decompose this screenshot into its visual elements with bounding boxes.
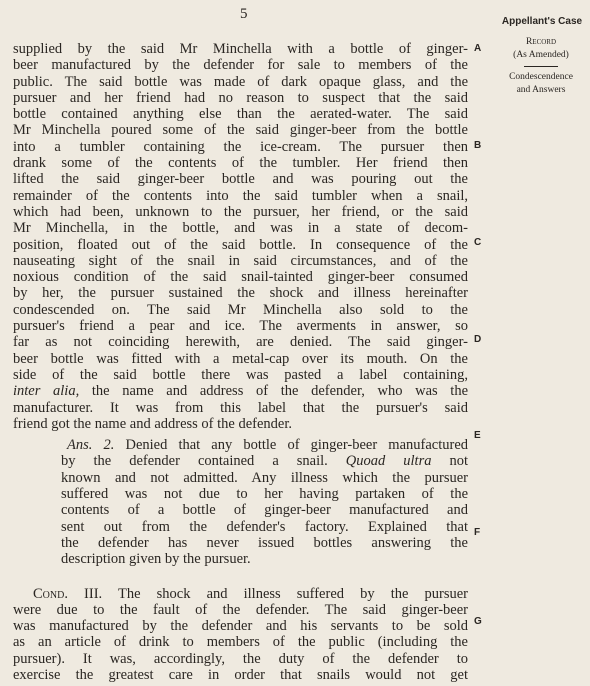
text-line: pursuer's friend a pear and ice. The averments in answer, so	[13, 318, 468, 335]
text-line: friend got the name and address of the defender.	[13, 415, 293, 432]
text-line: Mr Minchella poured some of the said ginger-beer from the bottle	[13, 122, 468, 139]
sidebar	[496, 16, 586, 97]
paragraph-cond-2	[13, 41, 468, 432]
text-line: remainder of the contents into the said tumbler when a snail,	[13, 187, 468, 204]
text-line-part: The shock and illness suffered by the pursuer	[102, 585, 468, 602]
margin-letter-f: F	[474, 527, 481, 538]
text-line: into a tumbler containing the ice-cream. The pursuer then	[13, 138, 468, 155]
text-line	[47, 453, 468, 469]
text-line	[47, 437, 468, 453]
document-body	[13, 41, 468, 683]
text-line: drank some of the contents of the tumbler. Her friend then	[13, 155, 468, 172]
text-line: beer manufactured by the defender for sale to members of the	[13, 57, 468, 74]
answer-2	[47, 437, 468, 567]
text-line: the defender has never issued bottles answering the	[61, 534, 468, 551]
sidebar-divider	[524, 66, 558, 67]
text-line: as an article of drink to members of the public (including the	[13, 634, 468, 651]
text-line: nauseating sight of the snail in said circumstances, and of the	[13, 252, 468, 269]
page-number: 5	[240, 6, 248, 22]
text-line: public. The said bottle was made of dark opaque glass, and the	[13, 73, 468, 90]
text-line: sent out from the defender's factory. Explained that	[61, 518, 468, 535]
margin-letter-e: E	[474, 430, 481, 441]
text-line: beer bottle was fitted with a metal-cap over its mouth. On the	[13, 350, 468, 367]
answer-label: Ans. 2.	[67, 437, 115, 454]
text-line: bottle contained anything else than the aerated-water. The said	[13, 106, 468, 123]
text-line-part: Denied that any bottle of ginger-beer manufactured	[114, 437, 469, 454]
text-line: were due to the fault of the defender. The said ginger-beer	[13, 601, 468, 618]
sidebar-title: Appellant's Case	[501, 16, 583, 27]
margin-letter-d: D	[474, 334, 482, 345]
text-line: pursuer and her friend had no reason to suspect that the said	[13, 89, 468, 106]
margin-letter-c: C	[474, 237, 482, 248]
inter-alia-text: inter alia,	[13, 383, 80, 400]
text-line: which had been, unknown to the pursuer, her friend, or the said	[13, 203, 468, 220]
text-line: by her, the pursuer sustained the shock and illness hereinafter	[13, 285, 468, 302]
text-line: condescended on. The said Mr Minchella also sold to the	[13, 301, 468, 318]
sidebar-record	[496, 36, 586, 62]
cond-line-1: Condescendence	[509, 72, 573, 82]
record-sub: (As Amended)	[513, 50, 569, 60]
margin-letter-a: A	[474, 43, 482, 54]
cond-label: Cond. III.	[33, 585, 103, 602]
text-line-part: the name and address of the defender, who was the	[91, 383, 469, 400]
text-line: manufacturer. It was from this label that the pursuer's said	[13, 399, 468, 416]
text-line: Mr Minchella, in the bottle, and was in a state of decom-	[13, 220, 468, 237]
text-line: pursuer). It was, accordingly, the duty of the defender to	[13, 650, 468, 667]
margin-letter-b: B	[474, 140, 482, 151]
text-line-part: by the defender contained a snail.	[61, 453, 328, 470]
text-line: lifted the said ginger-beer bottle and was pouring out the	[13, 171, 468, 188]
cond-line-2: and Answers	[516, 85, 566, 95]
text-line	[13, 586, 468, 602]
text-line: known and not admitted. Any illness which the pursuer	[61, 469, 468, 486]
paragraph-cond-3	[13, 586, 468, 684]
text-line: was manufactured by the defender and his servants to be sold	[13, 618, 468, 635]
quoad-ultra-text: Quoad ultra	[345, 453, 432, 470]
text-line: supplied by the said Mr Minchella with a bottle of ginger-	[13, 41, 468, 57]
text-line: noxious condition of the said snail-tainted ginger-beer consumed	[13, 269, 468, 286]
text-line: contents of a bottle of ginger-beer manufactured and	[61, 502, 468, 519]
text-line: position, floated out of the said bottle. In consequence of the	[13, 236, 468, 253]
text-line: exercise the greatest care in order that snails would not get	[13, 666, 468, 683]
text-line	[13, 383, 468, 399]
text-line: side of the said bottle there was pasted a label containing,	[13, 366, 468, 383]
text-line: far as not coinciding herewith, are denied. The said ginger-	[13, 334, 468, 351]
record-label: Record	[525, 37, 557, 47]
text-line: suffered was not due to her having partaken of the	[61, 486, 468, 503]
sidebar-condescendence	[496, 71, 586, 97]
margin-letter-g: G	[474, 616, 482, 627]
text-line-part: not	[449, 453, 469, 470]
text-line: description given by the pursuer.	[61, 551, 251, 568]
